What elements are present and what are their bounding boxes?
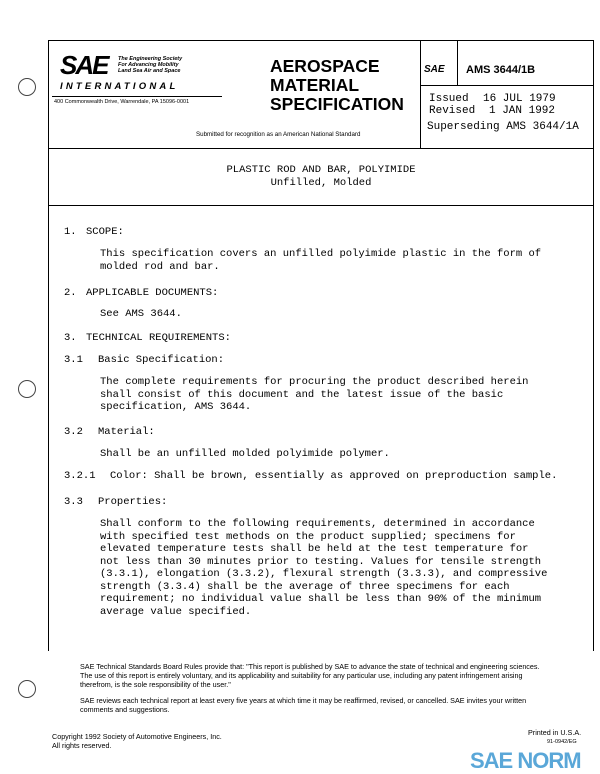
rights-line: All rights reserved. [52, 741, 112, 750]
section-heading: Basic Specification: [98, 354, 225, 366]
section-body: The complete requirements for procuring the product described herein shall consist of this document and the latest issue of the basic specification, AMS 3644. [100, 376, 529, 413]
section-number: 1. [64, 226, 77, 238]
issued-label: Issued [429, 93, 469, 105]
document-type-title [270, 57, 404, 114]
section-body: See AMS 3644. [100, 308, 182, 320]
title-line-2: Unfilled, Molded [270, 176, 372, 189]
copyright [52, 732, 222, 750]
section-heading: Properties: [98, 496, 168, 508]
section-body: This specification covers an unfilled polyimide plastic in the form of molded rod and bar. [100, 248, 542, 273]
issue-dates [429, 93, 556, 117]
superseding: Superseding AMS 3644/1A [427, 121, 579, 133]
title-line: SPECIFICATION [270, 94, 404, 114]
issued-date: 16 JUL 1979 [483, 93, 556, 105]
revised-date: 1 JAN 1992 [489, 105, 556, 117]
title-line: MATERIAL [270, 75, 360, 95]
section-number: 3. [64, 332, 77, 344]
tagline-line: Land Sea Air and Space [118, 68, 181, 74]
section-number: 3.2.1 [64, 470, 96, 482]
section-body: Shall conform to the following requirements, determined in accordance with specified test methods on the product supplied; specimens for elevated temperature tests shall be held at the test temperature for not less than 30 minutes prior to testing. Values for tensile strength (3.3.1), elongation (3.3.2), flexural strength (3.3.3), and compressive strength (3.3.4) shall be the average of three specimens for each requirement; no individual value shall be less than 90% of the minimum average value specified. [100, 518, 548, 618]
divider [457, 40, 458, 85]
society-tagline [118, 56, 182, 74]
section-number: 3.1 [64, 354, 83, 366]
section-body: Shall be an unfilled molded polyimide polymer. [100, 448, 390, 460]
title-line: AEROSPACE [270, 56, 380, 76]
sae-logo: SAE [60, 50, 108, 80]
section-heading: SCOPE: [86, 226, 124, 238]
section-heading: TECHNICAL REQUIREMENTS: [86, 332, 231, 344]
watermark-text: SAE NORM [470, 748, 581, 773]
section-number: 2. [64, 287, 77, 299]
punch-hole [18, 380, 36, 398]
review-note: SAE reviews each technical report at least every five years at which time it may be reaffirmed, revised, or cancelled. SAE invites your written comments and suggestions. [80, 696, 527, 714]
document-number: AMS 3644/1B [466, 64, 536, 76]
printed-in: Printed in U.S.A. [528, 728, 582, 737]
submitted-note: Submitted for recognition as an American National Standard [196, 131, 361, 138]
section-heading: Color: Shall be brown, essentially as approved on preproduction sample. [110, 470, 558, 482]
divider [48, 205, 594, 206]
punch-hole [18, 78, 36, 96]
sae-small-logo: SAE [424, 64, 445, 75]
divider [420, 40, 421, 148]
tagline-line: The Engineering Society [118, 56, 183, 62]
divider [420, 85, 594, 86]
address: 400 Commonwealth Drive, Warrendale, PA 15096-0001 [54, 99, 190, 105]
document-title [48, 164, 594, 189]
revised-label: Revised [429, 105, 476, 117]
document-code: 91-0942/EG [547, 739, 577, 745]
section-number: 3.2 [64, 426, 83, 438]
standards-rules-note: SAE Technical Standards Board Rules provide that: "This report is published by SAE to advance the state of technical and engineering sciences. The use of this report is entirely voluntary, and its applicability and suitability for any particular use, including any patent infringement arising therefrom, is the sole responsibility of the user." [80, 662, 540, 689]
divider [48, 148, 594, 149]
divider [52, 96, 222, 97]
section-number: 3.3 [64, 496, 83, 508]
section-heading: APPLICABLE DOCUMENTS: [86, 287, 219, 299]
international-label: INTERNATIONAL [60, 81, 179, 92]
tagline-line: For Advancing Mobility [118, 62, 179, 68]
punch-hole [18, 680, 36, 698]
section-heading: Material: [98, 426, 155, 438]
watermark-logo [470, 749, 581, 772]
copyright-line: Copyright 1992 Society of Automotive Engineers, Inc. [52, 732, 222, 741]
title-line-1: PLASTIC ROD AND BAR, POLYIMIDE [226, 164, 416, 176]
